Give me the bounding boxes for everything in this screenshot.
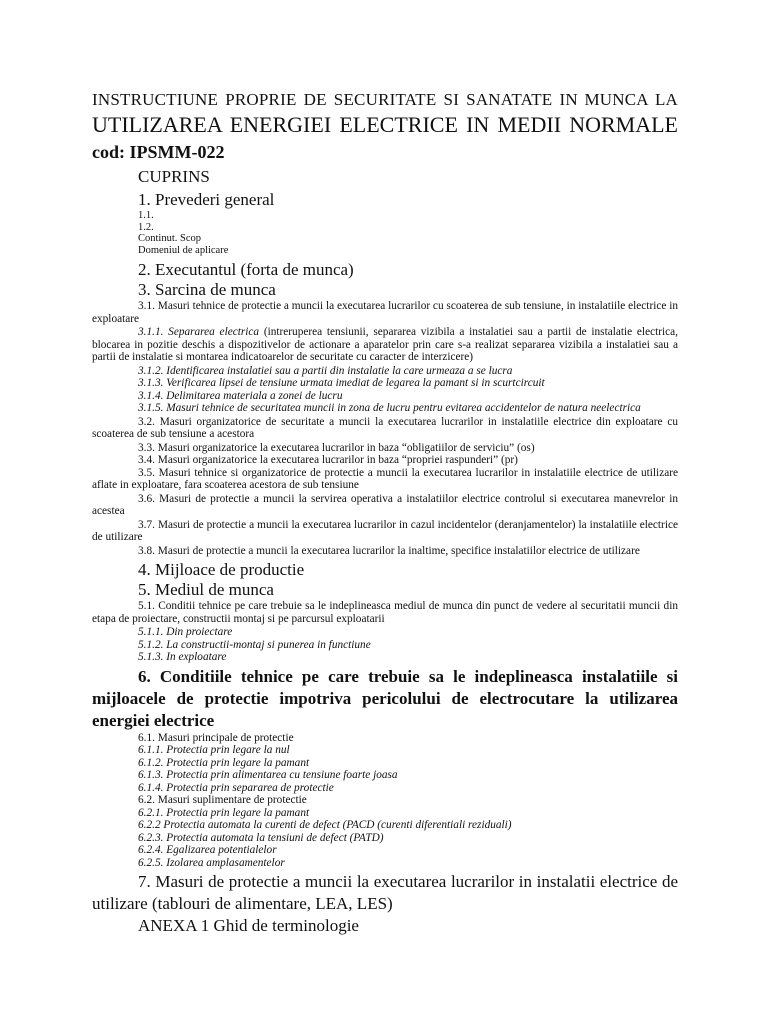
item-3-4: 3.4. Masuri organizatorice la executarea lucrarilor in baza “propriei raspunderi” (pr) — [138, 454, 518, 466]
item-3-5: 3.5. Masuri tehnice si organizatorice de protectie a muncii la executarea lucrarilor in instalatiile electrice de utilizare aflate in exploatare, fara scoaterea acestora de sub tensiune — [92, 466, 678, 491]
item-6-1-1: 6.1.1. Protectia prin legare la nul — [138, 744, 290, 756]
document-title — [92, 88, 678, 166]
document-code: cod: IPSMM-022 — [92, 142, 225, 162]
list-item: 1.2. — [138, 221, 154, 233]
item-3-1-5: 3.1.5. Masuri tehnice de securitatea muncii in zona de lucru pentru evitarea accidentelor de natura neelectrica — [138, 402, 641, 414]
item-5-1-1: 5.1.1. Din proiectare — [138, 626, 233, 638]
item-6-2-5: 6.2.5. Izolarea amplasamentelor — [138, 856, 285, 869]
item-6-2-3: 6.2.3. Protectia automata la tensiuni de defect (PATD) — [138, 831, 384, 844]
list-item: 1.1. — [138, 210, 154, 221]
title-part-2: UTILIZAREA ENERGIEI ELECTRICE IN MEDII NORMALE — [92, 112, 678, 137]
item-3-1-3: 3.1.3. Verificarea lipsei de tensiune urmata imediat de legarea la pamant si in scurtcircuit — [138, 377, 545, 389]
item-6-1-2: 6.1.2. Protectia prin legare la pamant — [138, 756, 310, 769]
item-6-2-2: 6.2.2 Protectia automata la curenti de defect (PACD (curenti diferentiali reziduali) — [138, 819, 512, 831]
item-3-1-1-text: (intreruperea tensiunii, separarea vizibila a instalatiei sau a partii de instalatie electrica, blocarea in pozitie deschis a dispozitivelor de actionare a aparatelor prin care s-a realizat separarea vizibila a instalatiei sau a partii de instalatie si montarea indicatoarelor de securitate cu caracter de interzicere) — [92, 326, 678, 363]
item-3-1: 3.1. Masuri tehnice de protectie a muncii la executarea lucrarilor cu scoaterea de sub tensiune, in instalatiile electrice in exploatare — [92, 300, 678, 325]
section-1-heading: 1. Prevederi general — [138, 190, 275, 209]
list-item: Continut. Scop — [138, 233, 202, 244]
item-3-1-4: 3.1.4. Delimitarea materiala a zonei de lucru — [138, 389, 343, 402]
item-3-1-2: 3.1.2. Identificarea instalatiei sau a partii din instalatie la care urmeaza a se lucra — [138, 364, 513, 377]
title-part-1: MUNCA LA — [584, 90, 679, 109]
annex-heading: ANEXA 1 Ghid de terminologie — [138, 916, 359, 935]
section-1-list — [138, 210, 678, 256]
list-item: Domeniul de aplicare — [138, 244, 229, 256]
item-5-1-2: 5.1.2. La constructii-montaj si punerea in functiune — [138, 638, 371, 651]
document-page — [92, 88, 678, 937]
section-3-heading: 3. Sarcina de munca — [138, 280, 276, 299]
section-7-heading: 7. Masuri de protectie a muncii la executarea lucrarilor in instalatii electrice de utilizare (tablouri de alimentare, LEA, LES) — [92, 872, 678, 913]
item-3-7: 3.7. Masuri de protectie a muncii la executarea lucrarilor in cazul incidentelor (deranjamentelor) la instalatiile electrice de utilizare — [92, 518, 678, 543]
item-3-6: 3.6. Masuri de protectie a muncii la servirea operativa a instalatiilor electrice controlul si executarea manevrelor in acestea — [92, 492, 678, 517]
section-4-heading: 4. Mijloace de productie — [138, 560, 305, 579]
section-5-heading: 5. Mediul de munca — [138, 580, 274, 599]
item-6-1: 6.1. Masuri principale de protectie — [138, 731, 294, 744]
item-3-1-1-label: 3.1.1. Separarea electrica — [138, 326, 260, 338]
item-3-3: 3.3. Masuri organizatorice la executarea lucrarilor in baza “obligatiilor de serviciu” (os) — [138, 441, 535, 454]
item-6-2: 6.2. Masuri suplimentare de protectie — [138, 794, 307, 806]
item-5-1-3: 5.1.3. In exploatare — [138, 651, 227, 663]
item-3-2: 3.2. Masuri organizatorice de securitate a muncii la executarea lucrarilor in instalatiile electrice din exploatare cu scoaterea de sub tensiune a acestora — [92, 415, 678, 440]
section-6-heading: 6. Conditiile tehnice pe care trebuie sa le indeplineasca instalatiile si mijloacele de protectie impotriva pericolului de electrocutare la utilizarea energiei electrice — [92, 666, 678, 730]
contents-heading: CUPRINS — [138, 167, 210, 186]
section-2-heading: 2. Executantul (forta de munca) — [138, 260, 354, 279]
item-3-1-1 — [92, 326, 678, 364]
item-6-2-1: 6.2.1. Protectia prin legare la pamant — [138, 806, 310, 819]
item-6-1-3: 6.1.3. Protectia prin alimentarea cu tensiune foarte joasa — [138, 769, 398, 781]
item-5-1: 5.1. Conditii tehnice pe care trebuie sa le indeplineasca mediul de munca din punct de vedere al securitatii muncii din etapa de proiectare, constructii montaj si pe parcursul exploatarii — [92, 600, 678, 625]
item-6-2-4: 6.2.4. Egalizarea potentialelor — [138, 844, 277, 856]
item-6-1-4: 6.1.4. Protectia prin separarea de protectie — [138, 781, 334, 794]
title-line-1: INSTRUCTIUNE PROPRIE DE SECURITATE SI SANATATE IN — [92, 90, 578, 109]
item-3-8: 3.8. Masuri de protectie a muncii la executarea lucrarilor la inaltime, specifice instalatiilor electrice de utilizare — [138, 544, 640, 557]
